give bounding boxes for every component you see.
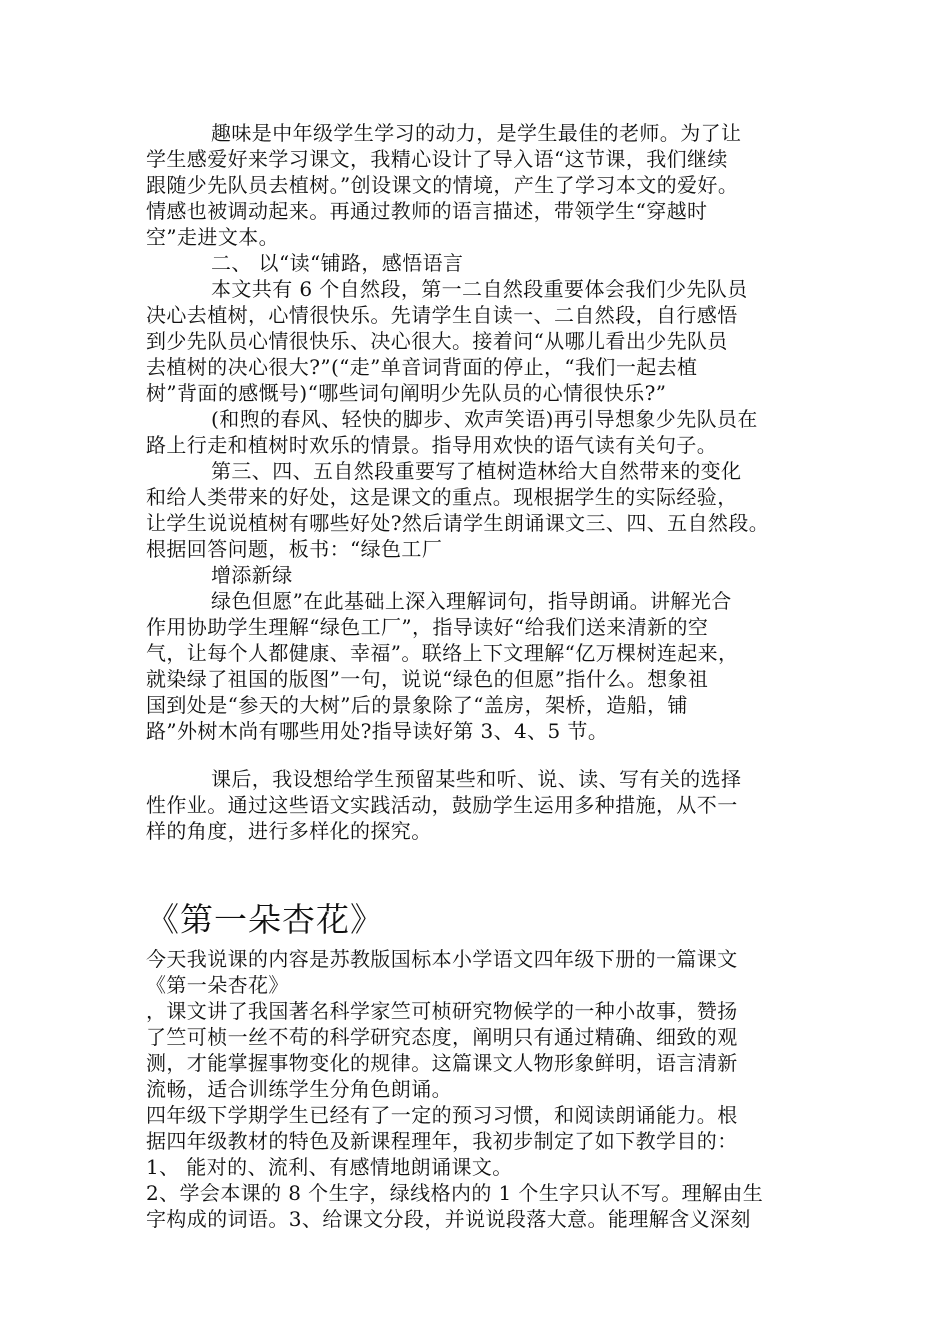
section-title: 《第一朵杏花》: [146, 900, 384, 939]
paragraph-line: 第三、四、五自然段重要写了植树造林给大自然带来的变化: [211, 459, 742, 483]
paragraph-line: 路上行走和植树时欢乐的情景。指导用欢快的语气读有关句子。: [146, 433, 718, 457]
paragraph-line: (和煦的春风、轻快的脚步、欢声笑语)再引导想象少先队员在: [211, 407, 758, 431]
paragraph-line: 和给人类带来的好处，这是课文的重点。现根据学生的实际经验，: [146, 485, 738, 509]
paragraph-line: 跟随少先队员去植树。”创设课文的情境，产生了学习本文的爱好。: [146, 173, 739, 197]
paragraph-line: 了竺可桢一丝不苟的科学研究态度，阐明只有通过精确、细致的观: [146, 1025, 738, 1049]
paragraph-line: 绿色但愿”在此基础上深入理解词句，指导朗诵。讲解光合: [211, 589, 732, 613]
paragraph-line: 气，让每个人都健康、幸福”。联络上下文理解“亿万棵树连起来，: [146, 641, 739, 665]
paragraph-line: 今天我说课的内容是苏教版国标本小学语文四年级下册的一篇课文: [146, 947, 738, 971]
paragraph-line: 作用协助学生理解“绿色工厂”，指导读好“给我们送来清新的空: [146, 615, 709, 639]
paragraph-line: 学生感爱好来学习课文，我精心设计了导入语“这节课，我们继续: [146, 147, 728, 171]
paragraph-line: 到少先队员心情很快乐、决心很大。接着问“从哪儿看出少先队员: [146, 329, 728, 353]
paragraph-line: 根据回答问题，板书：“绿色工厂: [146, 537, 443, 561]
paragraph-line: 字构成的词语。3、给课文分段，并说说段落大意。能理解含义深刻: [146, 1207, 751, 1231]
paragraph-line: 性作业。通过这些语文实践活动，鼓励学生运用多种措施，从不一: [146, 793, 738, 817]
paragraph-line: 增添新绿: [211, 563, 293, 587]
paragraph-line: 决心去植树，心情很快乐。先请学生自读一、二自然段，自行感悟: [146, 303, 738, 327]
paragraph-line: 测，才能掌握事物变化的规律。这篇课文人物形象鲜明，语言清新: [146, 1051, 738, 1075]
paragraph-line: 据四年级教材的特色及新课程理年，我初步制定了如下教学目的：: [146, 1129, 738, 1153]
paragraph-line: ，课文讲了我国著名科学家竺可桢研究物候学的一种小故事，赞扬: [146, 999, 738, 1023]
paragraph-line: 四年级下学期学生已经有了一定的预习习惯，和阅读朗诵能力。根: [146, 1103, 738, 1127]
list-item: 2、学会本课的 8 个生字，绿线格内的 1 个生字只认不写。理解由生: [146, 1181, 764, 1205]
list-item: 1、 能对的、流利、有感情地朗诵课文。: [146, 1155, 513, 1179]
paragraph-line: 路”外树木尚有哪些用处?指导读好第 3、4、5 节。: [146, 719, 609, 743]
section-heading: 二、 以“读“铺路，感悟语言: [211, 251, 464, 275]
paragraph-line: 去植树的决心很大?”(“走”单音词背面的停止，“我们一起去植: [146, 355, 698, 379]
paragraph-line: 树”背面的感慨号)“哪些词句阐明少先队员的心情很快乐?”: [146, 381, 667, 405]
paragraph-line: 《第一朵杏花》: [146, 973, 289, 997]
paragraph-line: 课后，我设想给学生预留某些和听、说、读、写有关的选择: [211, 767, 742, 791]
paragraph-line: 样的角度，进行多样化的探究。: [146, 819, 432, 843]
paragraph-line: 趣味是中年级学生学习的动力，是学生最佳的老师。为了让: [211, 121, 742, 145]
paragraph-line: 情感也被调动起来。再通过教师的语言描述，带领学生“穿越时: [146, 199, 708, 223]
paragraph-line: 本文共有 6 个自然段，第一二自然段重要体会我们少先队员: [211, 277, 748, 301]
paragraph-line: 空”走进文本。: [146, 225, 280, 249]
paragraph-line: 流畅，适合训练学生分角色朗诵。: [146, 1077, 452, 1101]
paragraph-line: 国到处是“参天的大树”后的景象除了“盖房，架桥，造船，铺: [146, 693, 688, 717]
paragraph-line: 让学生说说植树有哪些好处?然后请学生朗诵课文三、四、五自然段。: [146, 511, 770, 535]
paragraph-line: 就染绿了祖国的版图”一句，说说“绿色的但愿”指什么。想象祖: [146, 667, 709, 691]
